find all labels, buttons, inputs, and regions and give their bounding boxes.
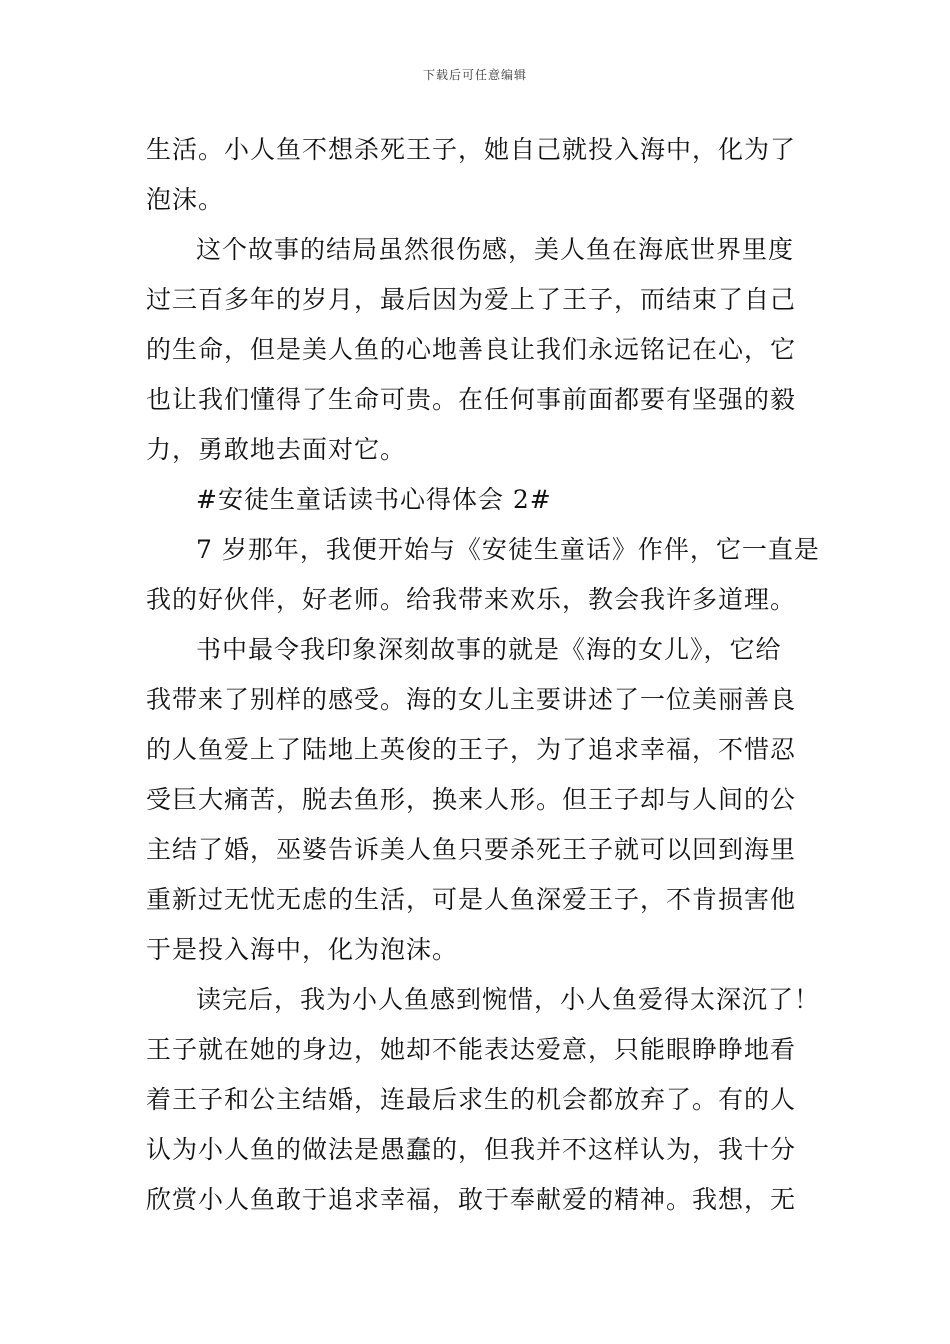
text-line: 书中最令我印象深刻故事的就是《海的女儿》，它给 xyxy=(196,635,782,664)
text-line: 这个故事的结局虽然很伤感，美人鱼在海底世界里度 xyxy=(196,235,795,264)
text-line: 过三百多年的岁月，最后因为爱上了王子，而结束了自己 xyxy=(146,285,797,314)
text-line: 受巨大痛苦，脱去鱼形，换来人形。但王子却与人间的公 xyxy=(146,785,797,814)
text-line: 于是投入海中，化为泡沫。 xyxy=(146,935,459,964)
text-line: 王子就在她的身边，她却不能表达爱意，只能眼睁睁地看 xyxy=(146,1035,797,1064)
text-line: 重新过无忧无虑的生活，可是人鱼深爱王子，不肯损害他 xyxy=(146,885,797,914)
text-line: 泡沫。 xyxy=(146,185,225,214)
text-line: 认为小人鱼的做法是愚蠢的，但我并不这样认为，我十分 xyxy=(146,1135,797,1164)
text-line: 力，勇敢地去面对它。 xyxy=(146,435,407,464)
section-heading: #安徒生童话读书心得体会 2# xyxy=(196,485,552,514)
text-line: 欣赏小人鱼敢于追求幸福，敢于奉献爱的精神。我想，无 xyxy=(146,1185,797,1214)
text-line: 的人鱼爱上了陆地上英俊的王子，为了追求幸福，不惜忍 xyxy=(146,735,797,764)
document-body xyxy=(146,125,821,1225)
text-line: 7 岁那年，我便开始与《安徒生童话》作伴，它一直是 xyxy=(196,535,820,564)
text-line: 主结了婚，巫婆告诉美人鱼只要杀死王子就可以回到海里 xyxy=(146,835,797,864)
text-line: 我的好伙伴，好老师。给我带来欢乐，教会我许多道理。 xyxy=(146,585,797,614)
text-line: 我带来了别样的感受。海的女儿主要讲述了一位美丽善良 xyxy=(146,685,797,714)
text-line: 生活。小人鱼不想杀死王子，她自己就投入海中，化为了 xyxy=(146,135,797,164)
text-line: 也让我们懂得了生命可贵。在任何事前面都要有坚强的毅 xyxy=(146,385,797,414)
page-header: 下载后可任意编辑 xyxy=(422,68,527,82)
text-line: 着王子和公主结婚，连最后求生的机会都放弃了。有的人 xyxy=(146,1085,797,1114)
text-line: 的生命，但是美人鱼的心地善良让我们永远铭记在心，它 xyxy=(146,335,797,364)
text-line: 读完后，我为小人鱼感到惋惜，小人鱼爱得太深沉了！ xyxy=(196,985,821,1014)
